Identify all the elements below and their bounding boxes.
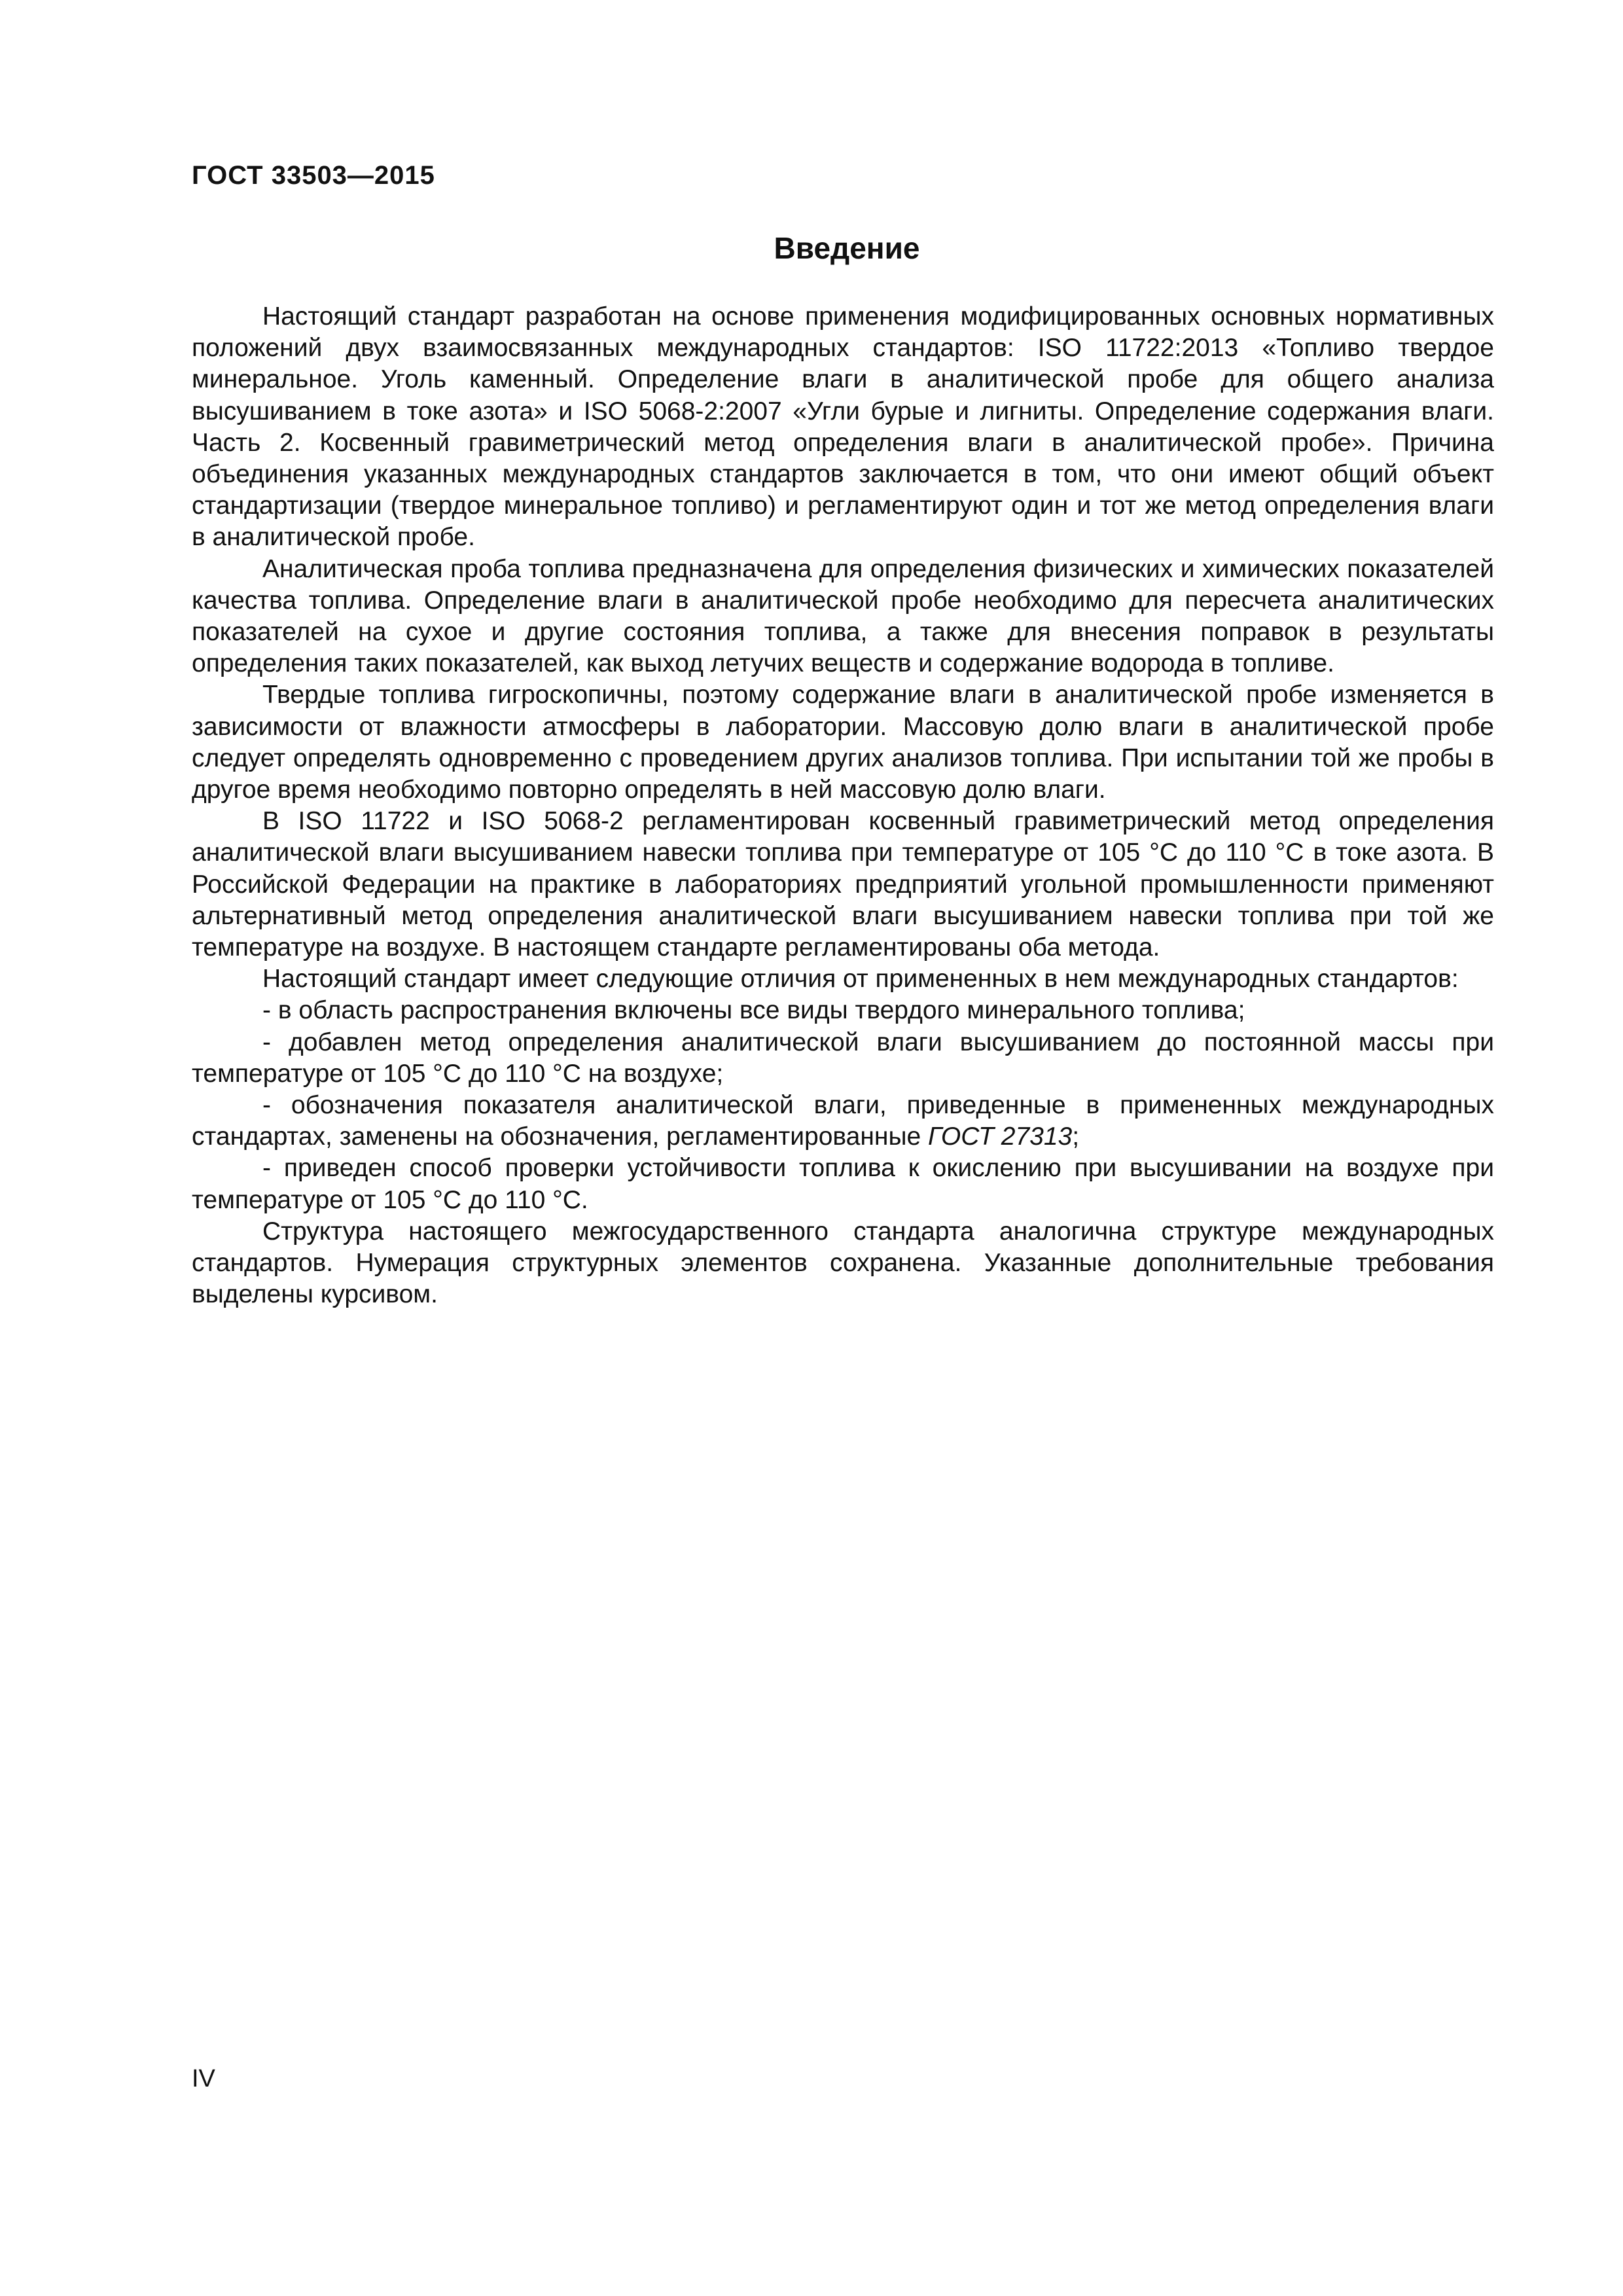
list-item-1 — [192, 995, 1494, 1026]
body-text — [192, 301, 1494, 1311]
paragraph-4 — [192, 806, 1494, 963]
paragraph-6 — [192, 1216, 1494, 1311]
paragraph-text: Твердые топлива гигроскопичны, поэтому содержание влаги в аналитической пробе изменяется в зависимости от влажности атмосферы в лаборатории. Массовую долю влаги в аналитической пробе следует определять одновременно с проведением других анализов топлива. При испытании той же пробы в другое время необходимо повторно определять в ней массовую долю влаги. — [192, 681, 1494, 804]
paragraph-5 — [192, 963, 1494, 995]
paragraph-1 — [192, 301, 1494, 554]
list-item-text: - в область распространения включены все виды твердого минерального топлива; — [262, 996, 1245, 1025]
paragraph-3 — [192, 679, 1494, 806]
list-item-text: - приведен способ проверки устойчивости топлива к окислению при высушивании на воздухе при температуре от 105 °С до 110 °С. — [192, 1154, 1494, 1214]
page-header: ГОСТ 33503—2015 — [192, 161, 435, 190]
page-number: IV — [192, 2065, 215, 2092]
list-item-text: - добавлен метод определения аналитической влаги высушиванием до постоянной массы при температуре от 105 °С до 110 °С на воздухе; — [192, 1028, 1494, 1088]
list-item-3 — [192, 1090, 1494, 1153]
list-item-2 — [192, 1027, 1494, 1090]
paragraph-text: Настоящий стандарт разработан на основе применения модифицированных основных нормативных положений двух взаимосвязанных международных стандартов: ISO 11722:2013 «Топливо твердое минеральное. Уголь каменный. Определение влаги в аналитической пробе для общего анализа высушиванием в токе азота» и ISO 5068-2:2007 «Угли бурые и лигниты. Определение содержания влаги. Часть 2. Косвенный гравиметрический метод определения влаги в аналитической пробе». Причина объединения указанных международных стандартов заключается в том, что они имеют общий объект стандартизации (твердое минеральное топливо) и регламентируют один и тот же метод определения влаги в аналитической пробе. — [192, 302, 1494, 552]
list-item-4 — [192, 1153, 1494, 1215]
paragraph-text: Аналитическая проба топлива предназначена для определения физических и химических показателей качества топлива. Определение влаги в аналитической пробе необходимо для пересчета аналитических показателей на сухое и другие состояния топлива, а также для внесения поправок в результаты определения таких показателей, как выход летучих веществ и содержание водорода в топливе. — [192, 554, 1494, 678]
section-title-text: Введение — [774, 231, 920, 265]
list-item-suffix: ; — [1072, 1122, 1080, 1151]
list-item-text: - обозначения показателя аналитической влаги, приведенные в примененных международных стандартах, заменены на обозначения, регламентированные — [192, 1091, 1494, 1151]
section-title — [0, 230, 1623, 266]
paragraph-text: Структура настоящего межгосударственного стандарта аналогична структуре международных стандартов. Нумерация структурных элементов сохранена. Указанные дополнительные требования выделены курсивом. — [192, 1217, 1494, 1309]
paragraph-text: В ISO 11722 и ISO 5068-2 регламентирован косвенный гравиметрический метод определения аналитической влаги высушиванием навески топлива при температуре от 105 °С до 110 °С в токе азота. В Российской Федерации на практике в лабораториях предприятий угольной промышленности применяют альтернативный метод определения аналитической влаги высушиванием навески топлива при той же температуре на воздухе. В настоящем стандарте регламентированы оба метода. — [192, 807, 1494, 962]
paragraph-text: Настоящий стандарт имеет следующие отличия от примененных в нем международных стандартов: — [262, 965, 1459, 994]
standard-reference: ГОСТ 27313 — [928, 1122, 1073, 1151]
paragraph-2 — [192, 554, 1494, 680]
